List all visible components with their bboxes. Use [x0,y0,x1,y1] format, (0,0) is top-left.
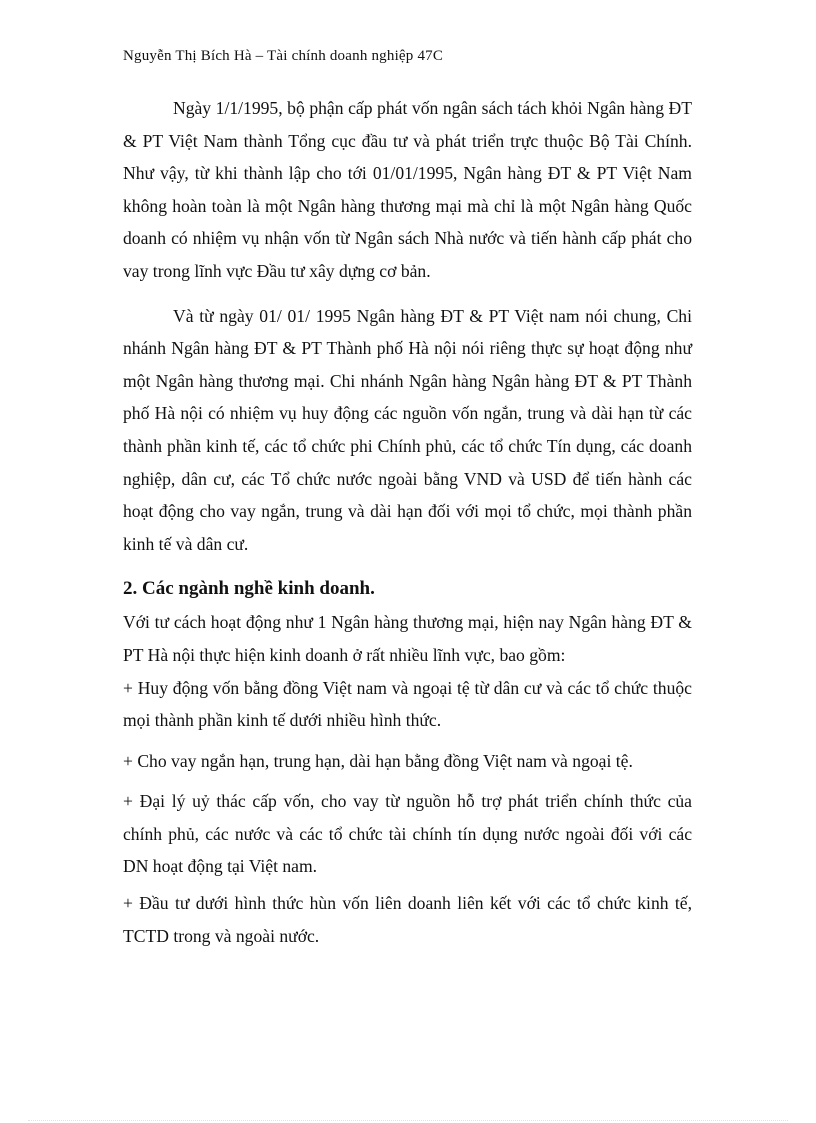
page-body [123,92,692,952]
list-item-3: + Đại lý uỷ thác cấp vốn, cho vay từ nguồn hỗ trợ phát triển chính thức của chính phủ, các nước và các tổ chức tài chính tín dụng nước ngoài đối với các DN hoạt động tại Việt nam. [123,791,692,877]
page-bottom-divider [28,1120,788,1121]
running-header: Nguyễn Thị Bích Hà – Tài chính doanh nghiệp 47C [123,48,444,64]
body-paragraph-1: Ngày 1/1/1995, bộ phận cấp phát vốn ngân sách tách khỏi Ngân hàng ĐT & PT Việt Nam thành Tổng cục đầu tư và phát triển trực thuộc Bộ Tài Chính. Như vậy, từ khi thành lập cho tới 01/01/1995, Ngân hàng ĐT & PT Việt Nam không hoàn toàn là một Ngân hàng thương mại mà chỉ là một Ngân hàng Quốc doanh có nhiệm vụ nhận vốn từ Ngân sách Nhà nước và tiến hành cấp phát cho vay trong lĩnh vực Đầu tư xây dựng cơ bản. [123,98,692,281]
list-item-4: + Đầu tư dưới hình thức hùn vốn liên doanh liên kết với các tổ chức kinh tế, TCTD trong và ngoài nước. [123,893,692,946]
section-intro: Với tư cách hoạt động như 1 Ngân hàng thương mại, hiện nay Ngân hàng ĐT & PT Hà nội thực hiện kinh doanh ở rất nhiều lĩnh vực, bao gồm: [123,612,692,665]
body-paragraph-2: Và từ ngày 01/ 01/ 1995 Ngân hàng ĐT & PT Việt nam nói chung, Chi nhánh Ngân hàng ĐT & PT Thành phố Hà nội nói riêng thực sự hoạt động như một Ngân hàng thương mại. Chi nhánh Ngân hàng Ngân hàng ĐT & PT Thành phố Hà nội có nhiệm vụ huy động các nguồn vốn ngắn, trung và dài hạn từ các thành phần kinh tế, các tổ chức phi Chính phủ, các tổ chức Tín dụng, các doanh nghiệp, dân cư, các Tổ chức nước ngoài bằng VND và USD để tiến hành các hoạt động cho vay ngắn, trung và dài hạn đối với mọi tổ chức, mọi thành phần kinh tế và dân cư. [123,305,692,554]
section-heading: 2. Các ngành nghề kinh doanh. [123,578,375,600]
list-item-1: + Huy động vốn bằng đồng Việt nam và ngoại tệ từ dân cư và các tổ chức thuộc mọi thành phần kinh tế dưới nhiều hình thức. [123,677,692,731]
list-item-2: + Cho vay ngắn hạn, trung hạn, dài hạn bằng đồng Việt nam và ngoại tệ. [123,750,633,771]
